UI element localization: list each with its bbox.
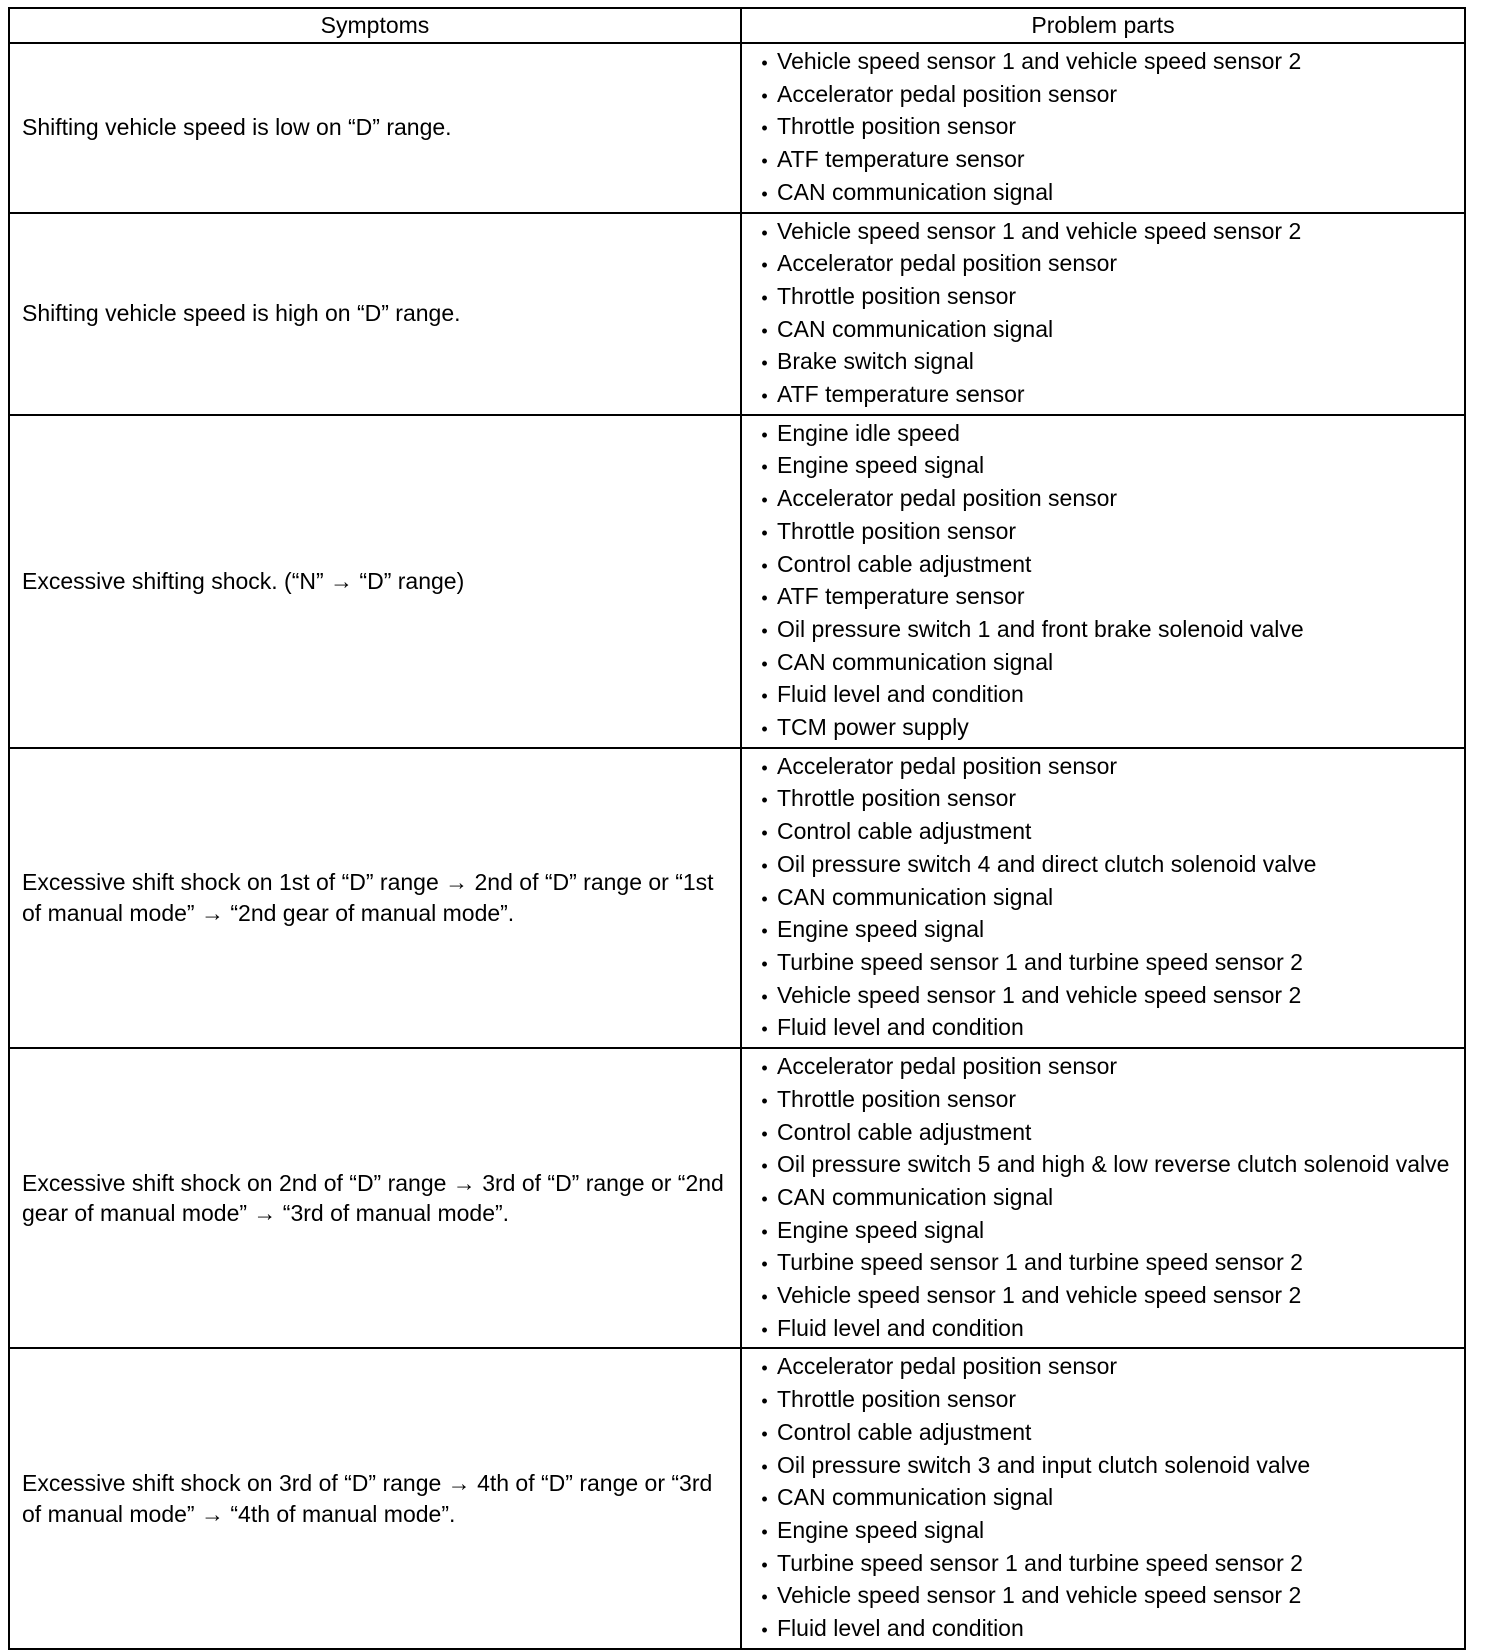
list-item [752, 1149, 1456, 1182]
symptom-cell: Shifting vehicle speed is low on “D” range. [9, 43, 741, 213]
bullet-icon: • [761, 1319, 768, 1340]
bullet-icon: • [761, 1456, 768, 1477]
part-text: Fluid level and condition [777, 1314, 1024, 1341]
bullet-icon: • [761, 1287, 768, 1308]
list-item [752, 1117, 1456, 1150]
list-item [752, 450, 1456, 483]
bullet-icon: • [761, 588, 768, 609]
header-symptoms: Symptoms [9, 8, 741, 43]
part-text: Accelerator pedal position sensor [777, 1353, 1118, 1380]
bullet-icon: • [761, 222, 768, 243]
list-item [752, 314, 1456, 347]
bullet-icon: • [761, 790, 768, 811]
part-text: Accelerator pedal position sensor [777, 250, 1118, 277]
bullet-icon: • [761, 1391, 768, 1412]
symptom-cell: Shifting vehicle speed is high on “D” range. [9, 213, 741, 415]
bullet-icon: • [761, 555, 768, 576]
header-row [9, 8, 1465, 43]
bullet-icon: • [761, 1058, 768, 1079]
bullet-icon: • [761, 1358, 768, 1379]
header-problem-parts: Problem parts [741, 8, 1465, 43]
list-item [752, 346, 1456, 379]
part-text: Oil pressure switch 1 and front brake solenoid valve [777, 615, 1304, 642]
part-text: ATF temperature sensor [777, 146, 1025, 173]
bullet-icon: • [761, 1554, 768, 1575]
list-item [752, 849, 1456, 882]
part-text: Throttle position sensor [777, 785, 1017, 812]
table-body [9, 43, 1465, 1649]
problem-parts-list [752, 751, 1456, 1045]
part-text: Engine speed signal [777, 1216, 985, 1243]
part-text: ATF temperature sensor [777, 381, 1025, 408]
part-text: Accelerator pedal position sensor [777, 485, 1118, 512]
problem-parts-cell [741, 1348, 1465, 1648]
bullet-icon: • [761, 1587, 768, 1608]
symptom-cell: Excessive shifting shock. (“N” → “D” range) [9, 415, 741, 748]
part-text: Oil pressure switch 4 and direct clutch solenoid valve [777, 850, 1317, 877]
bullet-icon: • [761, 620, 768, 641]
list-item [752, 418, 1456, 451]
bullet-icon: • [761, 686, 768, 707]
table-row [9, 43, 1465, 213]
part-text: Throttle position sensor [777, 1085, 1017, 1112]
part-text: Accelerator pedal position sensor [777, 1053, 1118, 1080]
part-text: Engine speed signal [777, 916, 985, 943]
part-text: CAN communication signal [777, 648, 1054, 675]
list-item [752, 816, 1456, 849]
bullet-icon: • [761, 424, 768, 445]
list-item [752, 79, 1456, 112]
problem-parts-cell [741, 43, 1465, 213]
list-item [752, 1450, 1456, 1483]
table-row [9, 1348, 1465, 1648]
bullet-icon: • [761, 823, 768, 844]
part-text: Engine idle speed [777, 419, 960, 446]
bullet-icon: • [761, 183, 768, 204]
bullet-icon: • [761, 522, 768, 543]
bullet-icon: • [761, 1254, 768, 1275]
list-item [752, 1084, 1456, 1117]
symptom-cell: Excessive shift shock on 1st of “D” range → 2nd of “D” range or “1st of manual mode” → “2nd gear of manual mode”. [9, 748, 741, 1048]
list-item [752, 216, 1456, 249]
bullet-icon: • [761, 255, 768, 276]
bullet-icon: • [761, 757, 768, 778]
list-item [752, 46, 1456, 79]
list-item [752, 614, 1456, 647]
part-text: Control cable adjustment [777, 1418, 1032, 1445]
list-item [752, 549, 1456, 582]
problem-parts-cell [741, 213, 1465, 415]
list-item [752, 783, 1456, 816]
diagnosis-table [8, 7, 1466, 1650]
part-text: CAN communication signal [777, 1183, 1054, 1210]
bullet-icon: • [761, 1221, 768, 1242]
bullet-icon: • [761, 320, 768, 341]
part-text: CAN communication signal [777, 178, 1054, 205]
part-text: Control cable adjustment [777, 1118, 1032, 1145]
part-text: Turbine speed sensor 1 and turbine speed sensor 2 [777, 948, 1303, 975]
part-text: Control cable adjustment [777, 550, 1032, 577]
part-text: Throttle position sensor [777, 282, 1017, 309]
symptom-cell: Excessive shift shock on 2nd of “D” range → 3rd of “D” range or “2nd gear of manual mode” → “3rd of manual mode”. [9, 1048, 741, 1348]
part-text: Control cable adjustment [777, 818, 1032, 845]
list-item [752, 1548, 1456, 1581]
problem-parts-list [752, 216, 1456, 412]
list-item [752, 712, 1456, 745]
bullet-icon: • [761, 353, 768, 374]
bullet-icon: • [761, 1489, 768, 1510]
part-text: Fluid level and condition [777, 1615, 1024, 1642]
part-text: Fluid level and condition [777, 681, 1024, 708]
bullet-icon: • [761, 1620, 768, 1641]
list-item [752, 177, 1456, 210]
list-item [752, 679, 1456, 712]
problem-parts-list [752, 418, 1456, 745]
bullet-icon: • [761, 1090, 768, 1111]
list-item [752, 882, 1456, 915]
bullet-icon: • [761, 1188, 768, 1209]
list-item [752, 914, 1456, 947]
bullet-icon: • [761, 457, 768, 478]
part-text: Vehicle speed sensor 1 and vehicle speed sensor 2 [777, 1582, 1302, 1609]
list-item [752, 248, 1456, 281]
bullet-icon: • [761, 287, 768, 308]
list-item [752, 1580, 1456, 1613]
list-item [752, 1515, 1456, 1548]
part-text: Throttle position sensor [777, 113, 1017, 140]
bullet-icon: • [761, 855, 768, 876]
list-item [752, 947, 1456, 980]
problem-parts-list [752, 1351, 1456, 1645]
list-item [752, 1351, 1456, 1384]
list-item [752, 581, 1456, 614]
list-item [752, 281, 1456, 314]
list-item [752, 111, 1456, 144]
list-item [752, 1384, 1456, 1417]
bullet-icon: • [761, 653, 768, 674]
bullet-icon: • [761, 1019, 768, 1040]
list-item [752, 1313, 1456, 1346]
list-item [752, 1247, 1456, 1280]
part-text: Accelerator pedal position sensor [777, 752, 1118, 779]
part-text: CAN communication signal [777, 1484, 1054, 1511]
list-item [752, 1280, 1456, 1313]
bullet-icon: • [761, 118, 768, 139]
bullet-icon: • [761, 386, 768, 407]
list-item [752, 647, 1456, 680]
bullet-icon: • [761, 986, 768, 1007]
part-text: Oil pressure switch 3 and input clutch solenoid valve [777, 1451, 1311, 1478]
part-text: CAN communication signal [777, 315, 1054, 342]
problem-parts-list [752, 1051, 1456, 1345]
list-item [752, 980, 1456, 1013]
part-text: Fluid level and condition [777, 1014, 1024, 1041]
problem-parts-cell [741, 415, 1465, 748]
part-text: Turbine speed sensor 1 and turbine speed sensor 2 [777, 1249, 1303, 1276]
list-item [752, 1182, 1456, 1215]
part-text: Oil pressure switch 5 and high & low reverse clutch solenoid valve [777, 1151, 1450, 1178]
bullet-icon: • [761, 490, 768, 511]
part-text: Vehicle speed sensor 1 and vehicle speed sensor 2 [777, 48, 1302, 74]
list-item [752, 1051, 1456, 1084]
part-text: Accelerator pedal position sensor [777, 80, 1118, 107]
table-row [9, 213, 1465, 415]
list-item [752, 1482, 1456, 1515]
part-text: Brake switch signal [777, 348, 974, 375]
list-item [752, 1417, 1456, 1450]
bullet-icon: • [761, 719, 768, 740]
part-text: Turbine speed sensor 1 and turbine speed sensor 2 [777, 1549, 1303, 1576]
bullet-icon: • [761, 921, 768, 942]
bullet-icon: • [761, 85, 768, 106]
part-text: TCM power supply [777, 714, 969, 741]
bullet-icon: • [761, 53, 768, 73]
problem-parts-cell [741, 1048, 1465, 1348]
list-item [752, 1613, 1456, 1646]
bullet-icon: • [761, 1123, 768, 1144]
list-item [752, 483, 1456, 516]
part-text: Vehicle speed sensor 1 and vehicle speed sensor 2 [777, 217, 1302, 244]
problem-parts-cell [741, 748, 1465, 1048]
part-text: CAN communication signal [777, 883, 1054, 910]
part-text: Engine speed signal [777, 1516, 985, 1543]
list-item [752, 379, 1456, 412]
list-item [752, 1012, 1456, 1045]
problem-parts-list [752, 46, 1456, 210]
part-text: Throttle position sensor [777, 1386, 1017, 1413]
table-row [9, 415, 1465, 748]
bullet-icon: • [761, 1521, 768, 1542]
part-text: Engine speed signal [777, 452, 985, 479]
bullet-icon: • [761, 151, 768, 172]
symptom-cell: Excessive shift shock on 3rd of “D” range → 4th of “D” range or “3rd of manual mode” → “4th of manual mode”. [9, 1348, 741, 1648]
part-text: Throttle position sensor [777, 517, 1017, 544]
list-item [752, 516, 1456, 549]
bullet-icon: • [761, 953, 768, 974]
list-item [752, 1215, 1456, 1248]
bullet-icon: • [761, 888, 768, 909]
part-text: Vehicle speed sensor 1 and vehicle speed sensor 2 [777, 981, 1302, 1008]
table-row [9, 1048, 1465, 1348]
bullet-icon: • [761, 1156, 768, 1177]
bullet-icon: • [761, 1423, 768, 1444]
list-item [752, 751, 1456, 784]
table-row [9, 748, 1465, 1048]
list-item [752, 144, 1456, 177]
part-text: ATF temperature sensor [777, 583, 1025, 610]
part-text: Vehicle speed sensor 1 and vehicle speed sensor 2 [777, 1282, 1302, 1309]
